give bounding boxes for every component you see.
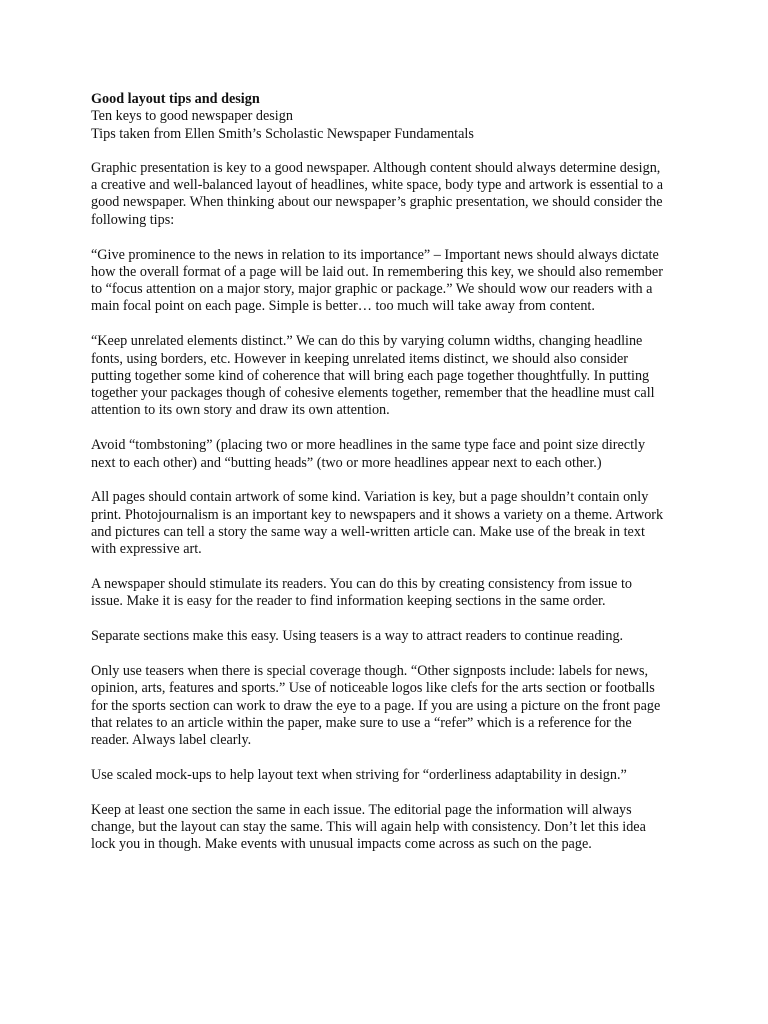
paragraph-artwork: All pages should contain artwork of some kind. Variation is key, but a page shouldn’t contain only print. Photojournalism is an important key to newspapers and it shows a variety on a theme. Artwork and pictures can tell a story the same way a well-written article can. Make use of the break in text with expressive art. [91,489,664,558]
document-page [91,91,666,871]
paragraph-prominence: “Give prominence to the news in relation to its importance” – Important news should always dictate how the overall format of a page will be laid out. In remembering this key, we should also remember to “focus attention on a major story, major graphic or package.” We should wow our readers with a main focal point on each page. Simple is better… too much will take away from content. [91,246,663,315]
document-header [91,91,666,143]
paragraph-mock-ups: Use scaled mock-ups to help layout text when striving for “orderliness adaptability in design.” [91,766,627,783]
document-title: Good layout tips and design [91,91,260,107]
paragraph-stimulate-readers: A newspaper should stimulate its readers. You can do this by creating consistency from issue to issue. Make it is easy for the reader to find information keeping sections in the same order. [91,576,632,610]
document-subtitle: Ten keys to good newspaper design [91,108,293,125]
paragraph-teasers: Only use teasers when there is special coverage though. “Other signposts include: labels for news, opinion, arts, features and sports.” Use of noticeable logos like clefs for the arts section or footballs for the sports section can work to draw the eye to a page. If you are using a picture on the front page that relates to an article within the paper, make sure to use a “refer” which is a reference for the reader. Always label clearly. [91,662,661,749]
paragraph-tombstoning: Avoid “tombstoning” (placing two or more headlines in the same type face and point size directly next to each other) and “butting heads” (two or more headlines appear next to each other.) [91,437,646,471]
paragraph-separate-sections: Separate sections make this easy. Using teasers is a way to attract readers to continue reading. [91,628,624,645]
document-source-line: Tips taken from Ellen Smith’s Scholastic Newspaper Fundamentals [91,125,474,142]
paragraph-unrelated-elements: “Keep unrelated elements distinct.” We can do this by varying column widths, changing headline fonts, using borders, etc. However in keeping unrelated items distinct, we should also consider putting together some kind of coherence that will bring each page together thoughtfully. In putting together your packages though of cohesive elements together, remember that the headline must call attention to its own story and draw its own attention. [91,333,655,419]
paragraph-intro: Graphic presentation is key to a good newspaper. Although content should always determine design, a creative and well-balanced layout of headlines, white space, body type and artwork is essential to a good newspaper. When thinking about our newspaper’s graphic presentation, we should consider the following tips: [91,159,664,228]
paragraph-consistency: Keep at least one section the same in each issue. The editorial page the information will always change, but the layout can stay the same. This will again help with consistency. Don’t let this idea lock you in though. Make events with unusual impacts come across as such on the page. [91,801,646,853]
